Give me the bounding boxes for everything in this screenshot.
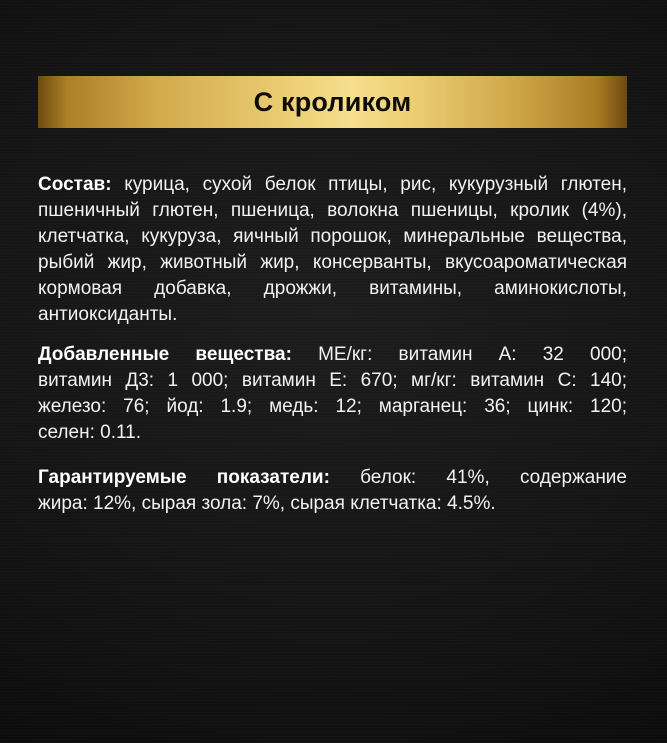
guaranteed-line-1: белок: 41%, содержание	[360, 467, 627, 488]
composition-line-6: антиоксиданты.	[38, 304, 178, 325]
guaranteed-analysis-section	[38, 465, 627, 517]
composition-line-2: пшеничный глютен, пшеница, волокна пшеницы, кролик (4%),	[38, 200, 627, 221]
composition-section	[38, 172, 627, 328]
text-line	[38, 465, 627, 491]
text-line	[38, 342, 627, 368]
additives-line-4: селен: 0.11.	[38, 422, 141, 443]
composition-line-5: кормовая добавка, дрожжи, витамины, аминокислоты,	[38, 278, 627, 299]
product-info	[38, 172, 627, 517]
flavor-banner	[38, 76, 627, 128]
composition-label: Состав:	[38, 174, 112, 195]
additives-line-3: железо: 76; йод: 1.9; медь: 12; марганец: 36; цинк: 120;	[38, 396, 627, 417]
additives-line-1: МЕ/кг: витамин А: 32 000;	[318, 344, 627, 365]
text-line	[38, 172, 627, 198]
additives-label: Добавленные вещества:	[38, 344, 292, 365]
additives-section	[38, 342, 627, 446]
composition-line-1: курица, сухой белок птицы, рис, кукурузный глютен,	[124, 174, 627, 195]
guaranteed-analysis-label: Гарантируемые показатели:	[38, 467, 330, 488]
guaranteed-line-2: жира: 12%, сырая зола: 7%, сырая клетчатка: 4.5%.	[38, 493, 496, 514]
composition-line-3: клетчатка, кукуруза, яичный порошок, минеральные вещества,	[38, 226, 627, 247]
additives-line-2: витамин Д3: 1 000; витамин Е: 670; мг/кг: витамин С: 140;	[38, 370, 627, 391]
composition-line-4: рыбий жир, животный жир, консерванты, вкусоароматическая	[38, 252, 627, 273]
flavor-banner-title: С кроликом	[253, 86, 412, 117]
